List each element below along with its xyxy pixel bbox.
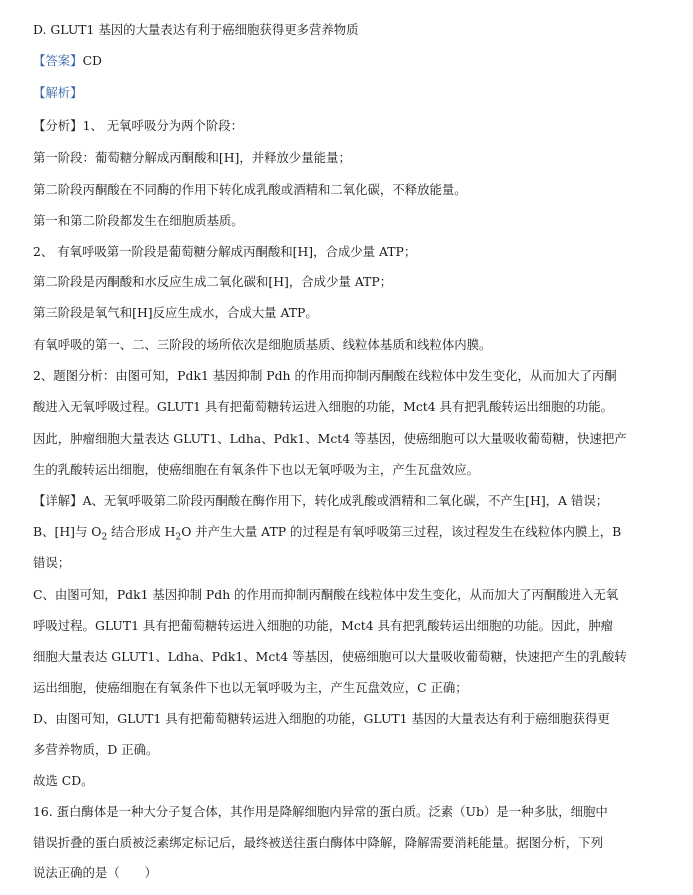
text-line: 说法正确的是（ ） [33, 865, 157, 880]
conclusion-line: 故选 CD。 [33, 773, 94, 788]
text-line: 2、 有氧呼吸第一阶段是葡萄糖分解成丙酮酸和[H]，合成少量 ATP； [33, 244, 417, 259]
text-line: 生的乳酸转运出细胞，使癌细胞在有氧条件下也以无氧呼吸为主，产生瓦盘效应。 [33, 462, 480, 477]
text-line: 第一阶段：葡萄糖分解成丙酮酸和[H]，并释放少量能量； [33, 150, 351, 165]
text-line: 第二阶段丙酮酸在不同酶的作用下转化成乳酸或酒精和二氧化碳，不释放能量。 [33, 182, 467, 197]
subscript: 2 [101, 532, 108, 541]
answer-value: CD [82, 53, 102, 68]
analysis-intro-line [33, 117, 675, 135]
analysis-label: 【分析】 [33, 118, 83, 133]
text-line: 酸进入无氧呼吸过程。GLUT1 具有把葡萄糖转运进入细胞的功能，Mct4 具有把乳酸转运出细胞的功能。 [33, 399, 614, 414]
text-line: 运出细胞，使癌细胞在有氧条件下也以无氧呼吸为主，产生瓦盘效应，C 正确； [33, 680, 468, 695]
text-line: 错误折叠的蛋白质被泛素绑定标记后，最终被送往蛋白酶体中降解，降解需要消耗能量。据图分析，下列 [33, 835, 603, 850]
detail-label: 【详解】 [33, 493, 83, 508]
answer-line [33, 52, 675, 70]
option-d-line: D. GLUT1 基因的大量表达有利于癌细胞获得更多营养物质 [33, 22, 359, 37]
text-line: C、由图可知，Pdk1 基因抑制 Pdh 的作用而抑制丙酮酸在线粒体中发生变化，从而加大了丙酮酸进入无氧 [33, 587, 619, 602]
analysis-intro-text: 1、 无氧呼吸分为两个阶段： [82, 118, 244, 133]
detail-a-text: A、无氧呼吸第二阶段丙酮酸在酶作用下，转化成乳酸或酒精和二氧化碳，不产生[H]，A 错误； [82, 493, 609, 508]
detail-line-b [33, 523, 675, 541]
text-fragment: 结合形成 H [107, 524, 176, 539]
text-line: 第三阶段是氧气和[H]反应生成水，合成大量 ATP。 [33, 305, 318, 320]
text-fragment: B、[H]与 O [33, 524, 102, 539]
text-line: 第二阶段是丙酮酸和水反应生成二氧化碳和[H]，合成少量 ATP； [33, 274, 393, 289]
text-line: 第一和第二阶段都发生在细胞质基质。 [33, 213, 244, 228]
analysis-heading: 【解析】 [33, 85, 83, 100]
text-line: 有氧呼吸的第一、二、三阶段的场所依次是细胞质基质、线粒体基质和线粒体内膜。 [33, 337, 492, 352]
text-line: 2、题图分析：由图可知，Pdk1 基因抑制 Pdh 的作用而抑制丙酮酸在线粒体中发生变化，从而加大了丙酮 [33, 368, 617, 383]
detail-line-a [33, 492, 675, 510]
text-line: D、由图可知，GLUT1 具有把葡萄糖转运进入细胞的功能，GLUT1 基因的大量表达有利于癌细胞获得更 [33, 711, 610, 726]
subscript: 2 [175, 532, 182, 541]
text-line: 因此，肿瘤细胞大量表达 GLUT1、Ldha、Pdk1、Mct4 等基因，使癌细胞可以大量吸收葡萄糖，快速把产 [33, 431, 627, 446]
answer-label: 【答案】 [33, 53, 83, 68]
text-line: 呼吸过程。GLUT1 具有把葡萄糖转运进入细胞的功能，Mct4 具有把乳酸转运出细胞的功能。因此，肿瘤 [33, 618, 614, 633]
text-fragment: O 并产生大量 ATP 的过程是有氧呼吸第三过程，该过程发生在线粒体内膜上，B [181, 524, 622, 539]
text-line: 细胞大量表达 GLUT1、Ldha、Pdk1、Mct4 等基因，使癌细胞可以大量吸收葡萄糖，快速把产生的乳酸转 [33, 649, 627, 664]
text-line: 错误； [33, 555, 71, 570]
question-16-line: 16. 蛋白酶体是一种大分子复合体，其作用是降解细胞内异常的蛋白质。泛素（Ub）是一种多肽，细胞中 [33, 804, 608, 819]
text-line: 多营养物质，D 正确。 [33, 742, 159, 757]
